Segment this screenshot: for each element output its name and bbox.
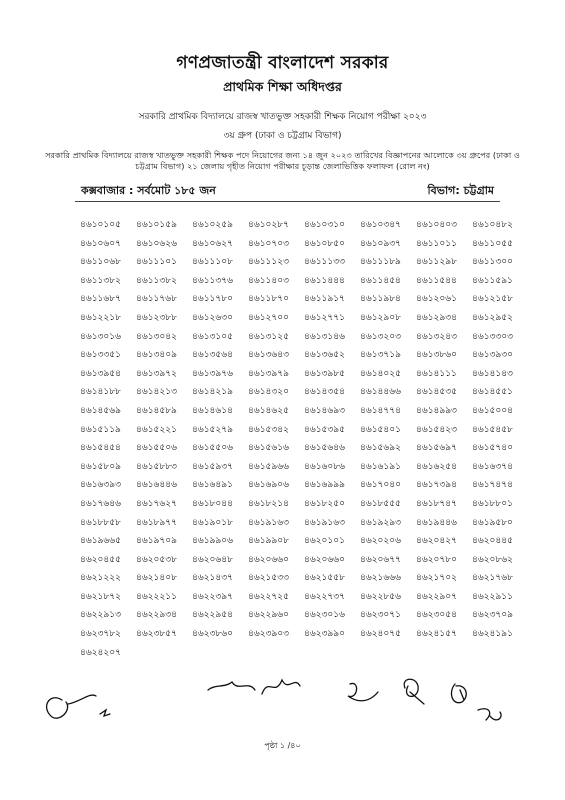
roll-number: ৪৬১৮৫৫৫ [360,498,401,509]
roll-number: ৪৬২২৯১৩ [80,610,121,621]
roll-number: ৪৬১৩৯৮৫ [304,368,345,379]
roll-number: ৪৬২১৫৫৮ [304,573,345,584]
roll-number: ৪৬১১৪৪৪ [304,275,345,286]
roll-number: ৪৬১৩৫৬৪ [192,350,233,361]
roll-number: ৪৬১১১০১ [136,257,177,268]
roll-number: ৪৬১০৩১০ [304,220,345,230]
roll-number: ৪৬১৬৩৯৩ [80,480,121,491]
roll-number: ৪৬১৫৯৩৭ [192,461,233,472]
roll-number-grid [80,216,528,662]
roll-number: ৪৬২০৪২৭ [416,536,457,547]
government-title: গণপ্রজাতন্ত্রী বাংলাদেশ সরকার [176,53,389,73]
roll-number: ৪৬২৪১৯১ [472,629,513,640]
roll-number: ৪৬১১৪০৩ [248,275,289,286]
roll-number: ৪৬১০২৮৭ [248,220,289,230]
roll-number: ৪৬১৩৯৭৬ [192,368,233,379]
roll-number: ৪৬১৩১০৫ [192,331,233,342]
roll-number: ৪৬১০৩৪৭ [360,220,401,230]
roll-number: ৪৬১২৭০০ [248,312,289,323]
roll-number: ৪৬১০৪৮২ [472,220,513,230]
signature-4 [404,679,424,704]
roll-number: ৪৬১৪৬৯৩ [304,405,345,416]
roll-number: ৪৬১০৪০৩ [416,220,457,230]
roll-number: ৪৬১৪১১১ [416,368,457,379]
roll-number: ৪৬২২৭৩৭ [304,591,345,602]
roll-number: ৪৬১০৬০৭ [80,238,121,249]
roll-number: ৪৬১৩৯৭৯ [248,368,289,379]
roll-number: ৪৬১১৩৮২ [80,275,121,286]
roll-number: ৪৬১০৬২৬ [136,238,177,249]
roll-number: ৪৬১২১৫৮ [472,294,513,305]
roll-number: ৪৬১৮৭৪৭ [416,498,457,509]
roll-number: ৪৬১৫৭৪০ [472,443,513,454]
roll-number: ৪৬১৪৩২০ [248,387,289,398]
roll-number: ৪৬১৩০১৬ [80,331,121,342]
department-title: প্রাথমিক শিক্ষা অধিদপ্তর [223,79,342,94]
roll-number: ৪৬১৮৮৫৮ [80,517,121,528]
roll-number: ৪৬১১৯৮৪ [360,294,401,305]
roll-number: ৪৬১৩০৪২ [136,331,177,342]
roll-number: ৪৬২০৬৬০ [304,554,345,565]
roll-number: ৪৬১৩৯৫৪ [80,368,121,379]
signature-6 [478,709,501,720]
roll-number: ৪৬১২৬৩০ [192,312,233,323]
roll-number: ৪৬১৬৪৯১ [192,480,233,491]
roll-number: ৪৬২১২২২ [80,573,121,584]
roll-number: ৪৬১৯৯০৬ [192,536,233,547]
roll-number: ৪৬১৩২০৩ [360,331,401,342]
signature-3 [348,683,378,700]
roll-number: ৪৬১০১৫৯ [136,220,177,230]
result-notice: সরকারি প্রাথমিক বিদ্যালয়ে রাজস্ব খাতভুক্ত সহকারী শিক্ষক পদে নিয়োগের জন্য ১৪ জুন ২০২৩ তারিখের বিজ্ঞাপনের আলোকে ৩য় গ্রুপের (ঢাকা ও চট্টগ্রাম বিভাগ) ২১ জেলায় গৃহীত নিয়োগ পরীক্ষার চূড়ান্ত জেলাভিত্তিক ফলাফল (রোল নং) [45,150,520,171]
roll-number: ৪৬১২৯৫২ [472,312,513,323]
roll-number: ৪৬২১৭০২ [416,573,457,584]
roll-number: ৪৬১৬০৮৬ [304,461,345,472]
roll-number: ৪৬১৪৫৩৫ [416,387,457,398]
roll-number: ৪৬২৪১৫৭ [416,629,457,640]
roll-number: ৪৬১১৩০০ [472,257,513,268]
roll-number: ৪৬১৫৬৯৭ [416,443,457,454]
roll-number: ৪৬১৭৬২৭ [136,498,177,509]
roll-number: ৪৬২০৭৮০ [416,554,457,565]
signatures [0,672,565,742]
signature-1 [47,695,110,718]
roll-number: ৪৬১১৫৯১ [472,275,513,286]
roll-number: ৪৬১২৭৭১ [304,312,345,323]
roll-number: ৪৬১৯৬৬৫ [80,536,121,547]
roll-number: ৪৬১১৮৭০ [248,294,289,305]
roll-number: ৪৬১১০৫৫ [472,238,513,249]
roll-number: ৪৬১৪৫৫১ [472,387,513,398]
division-label: বিভাগ: চট্টগ্রাম [427,184,494,197]
roll-number: ৪৬১৩৩৫১ [80,350,121,361]
roll-number: ৪৬১৭০৪০ [360,480,401,491]
roll-number: ৪৬১৮৮০১ [472,498,513,509]
roll-number: ৪৬১২৯৩৪ [416,312,457,323]
roll-number: ৪৬১৭৪৭৪ [472,480,513,491]
roll-number: ৪৬২২৯০৭ [416,591,457,602]
roll-number: ৪৬১০৯৩৭ [360,238,401,249]
roll-number: ৪৬১৮২১৪ [248,498,289,509]
roll-number: ৪৬১৩৬৫২ [304,350,345,361]
roll-number: ৪৬১৯১৬৩ [304,517,345,528]
roll-number: ৪৬১৫০০৪ [472,405,513,416]
roll-number: ৪৬১৪৭৭৪ [360,405,401,416]
roll-number: ৪৬১১২৯৮ [416,257,457,268]
roll-number: ৪৬১৩৪০৯ [136,350,177,361]
roll-number: ৪৬১৫৮৮৩ [136,461,177,472]
roll-number: ৪৬১২০৬১ [416,294,457,305]
roll-number: ৪৬১০৭০৩ [248,238,289,249]
roll-number: ৪৬২২২১১ [136,591,177,602]
roll-number: ৪৬২২৯১১ [472,591,513,602]
roll-number: ৪৬২১৮৭২ [80,591,121,602]
roll-number: ৪৬১৩১২৫ [248,331,289,342]
roll-number: ৪৬১৫৪৫৮ [472,424,513,435]
roll-number: ৪৬১৬২৫৪ [416,461,457,472]
page-number: পৃষ্ঠা ১ /৪০ [264,741,301,750]
roll-number: ৪৬১৫৬৪৬ [304,443,345,454]
roll-number: ৪৬১১৭৬৮ [136,294,177,305]
roll-number: ৪৬১৯৯০৮ [248,536,289,547]
roll-number: ৪৬১৫৬৯২ [360,443,401,454]
roll-number: ৪৬১০২৫৯ [192,220,233,230]
roll-number: ৪৬২১৬৬৬ [360,573,401,584]
roll-number: ৪৬১৬১৯১ [360,461,401,472]
roll-number: ৪৬১৯৪৪৬ [416,517,457,528]
roll-number: ৪৬২৩৯০৩ [248,629,289,640]
roll-number: ৪৬১২৯০৮ [360,312,401,323]
roll-number: ৪৬১৫৮০৯ [80,461,121,472]
roll-number: ৪৬১৭৩৯৪ [416,480,457,491]
roll-number: ৪৬২৩৮৫৭ [136,629,177,640]
roll-number: ৪৬১৪৪৬৬ [360,387,401,398]
roll-number: ৪৬২৩০১৬ [304,610,345,621]
roll-number: ৪৬২০৪৫৫ [80,554,121,565]
roll-number: ৪৬১৭৬৪৬ [80,498,121,509]
roll-number: ৪৬১৪১৮৮ [80,387,121,398]
roll-number: ৪৬১৫২২১ [136,424,177,435]
roll-number: ৪৬১৯০১৮ [192,517,233,528]
roll-number: ৪৬১৪০২৫ [360,368,401,379]
roll-number: ৪৬২৩৯৯০ [304,629,345,640]
roll-number: ৪৬১৪১৪৩ [472,368,513,379]
roll-number: ৪৬১৮৯৭৭ [136,517,177,528]
roll-number: ৪৬২২৯৫৪ [192,610,233,621]
roll-number: ৪৬১০১০৫ [80,220,121,230]
roll-number: ৪৬১৪৬২৫ [248,405,289,416]
roll-number: ৪৬২১৪০৮ [136,573,177,584]
group-title: ৩য় গ্রুপ (ঢাকা ও চট্টগ্রাম বিভাগ) [223,131,342,141]
roll-number: ৪৬১৪৫৮৯ [136,405,177,416]
roll-number: ৪৬১১৯১৭ [304,294,345,305]
roll-number: ৪৬২০২০৬ [360,536,401,547]
roll-number: ৪৬১১১২৩ [248,257,289,268]
roll-number: ৪৬১৪২১৯ [192,387,233,398]
roll-number: ৪৬১৪৩৫৪ [304,387,345,398]
roll-number: ৪৬২০৬৭৭ [360,554,401,565]
roll-number: ৪৬১১৬৮৭ [80,294,121,305]
roll-number: ৪৬১০৬২৭ [192,238,233,249]
roll-number: ৪৬১৫৫০৬ [192,443,233,454]
district-info-bar [75,179,500,202]
roll-number: ৪৬২২৮৫৬ [360,591,401,602]
roll-number: ৪৬২৩৮৬০ [192,629,233,640]
roll-number: ৪৬২৪২০৭ [80,647,121,658]
roll-number: ৪৬২২৩৯৭ [192,591,233,602]
roll-number: ৪৬১৪২১৩ [136,387,177,398]
roll-number: ৪৬১৮০৪৪ [192,498,233,509]
roll-number: ৪৬১১৭৮০ [192,294,233,305]
roll-number: ৪৬১৫৪২৩ [416,424,457,435]
roll-number: ৪৬২০৮৬২ [472,554,513,565]
roll-number: ৪৬১৫৫০৬ [136,443,177,454]
roll-number: ৪৬২৩৭০৯ [472,610,513,621]
roll-number: ৪৬১১১৮৯ [360,257,401,268]
roll-number: ৪৬২০৬৪৮ [192,554,233,565]
roll-number: ৪৬১১০৬৮ [80,257,121,268]
roll-number: ৪৬২১৫৩৩ [248,573,289,584]
roll-number: ৪৬১২৩৮৮ [136,312,177,323]
roll-number: ৪৬২২৯৩৪ [136,610,177,621]
roll-number: ৪৬১৩২৪৩ [416,331,457,342]
roll-number: ৪৬১১৪৫৪ [360,275,401,286]
roll-number: ৪৬১১৩৭৬ [192,275,233,286]
roll-number: ৪৬১৩৬৪৩ [248,350,289,361]
roll-number: ৪৬২৩০৫৪ [416,610,457,621]
roll-number: ৪৬২৩০৭১ [360,610,401,621]
roll-number: ৪৬১৫৩৪২ [248,424,289,435]
roll-number: ৪৬২২৭২৫ [248,591,289,602]
roll-number: ৪৬১৫২৭৯ [192,424,233,435]
roll-number: ৪৬২০৫৩৮ [136,554,177,565]
roll-number: ৪৬১৩৯৭২ [136,368,177,379]
roll-number: ৪৬১৩৭১৯ [360,350,401,361]
roll-number: ৪৬১৫১১৯ [80,424,121,435]
roll-number: ৪৬১২২১৮ [80,312,121,323]
roll-number: ৪৬১৩৩০৩ [472,331,513,342]
roll-number: ৪৬১১০১১ [416,238,457,249]
roll-number: ৪৬১৯৫৮০ [472,517,513,528]
district-label: কক্সবাজার : সর্বমোট ১৮৫ জন [81,184,216,197]
roll-number: ৪৬২১৭৬৮ [472,573,513,584]
roll-number: ৪৬১৫৯৬৬ [248,461,289,472]
roll-number: ৪৬২৩৭৮২ [80,629,121,640]
roll-number: ৪৬১১১০৮ [192,257,233,268]
roll-number: ৪৬১৬৪৪৬ [136,480,177,491]
roll-number: ৪৬২০৬৬০ [248,554,289,565]
roll-number: ৪৬১৫৬১৬ [248,443,289,454]
roll-number: ৪৬১৯৭০৯ [136,536,177,547]
roll-number: ৪৬২০১০১ [304,536,345,547]
roll-number: ৪৬১৯২৯৩ [360,517,401,528]
roll-number: ৪৬১৪৫৬৯ [80,405,121,416]
roll-number: ৪৬১১১৩৩ [304,257,345,268]
roll-number: ৪৬১৩১৪৬ [304,331,345,342]
roll-number: ৪৬১১৩৮২ [136,275,177,286]
roll-number: ৪৬১৬৯০৬ [248,480,289,491]
signature-2 [208,680,300,694]
roll-number: ৪৬১১৫৪৪ [416,275,457,286]
roll-number: ৪৬১৬৯৯৯ [304,480,345,491]
roll-number: ৪৬১৮২৫০ [304,498,345,509]
exam-title: সরকারি প্রাথমিক বিদ্যালয়ে রাজস্ব খাতভুক্ত সহকারী শিক্ষক নিয়োগ পরীক্ষা ২০২৩ [138,112,427,122]
signature-5 [451,684,466,703]
roll-number: ৪৬২১৪৩৭ [192,573,233,584]
roll-number: ৪৬২৪০৭৫ [360,629,401,640]
roll-number: ৪৬১০৮৫০ [304,238,345,249]
roll-number: ৪৬১৬৩৭৪ [472,461,513,472]
roll-number: ৪৬১৫৪৫৪ [80,443,121,454]
roll-number: ৪৬১৪৬১৪ [192,405,233,416]
roll-number: ৪৬১৫৪০১ [360,424,401,435]
roll-number: ৪৬১৪৯৯৩ [416,405,457,416]
roll-number: ৪৬১৩৯৩০ [472,350,513,361]
roll-number: ৪৬১৫৩৯৫ [304,424,345,435]
roll-number: ৪৬২০৪৪৫ [472,536,513,547]
roll-number: ৪৬১৩৮৬০ [416,350,457,361]
roll-number: ৪৬১৯১৬৩ [248,517,289,528]
roll-number: ৪৬২২৯৬০ [248,610,289,621]
